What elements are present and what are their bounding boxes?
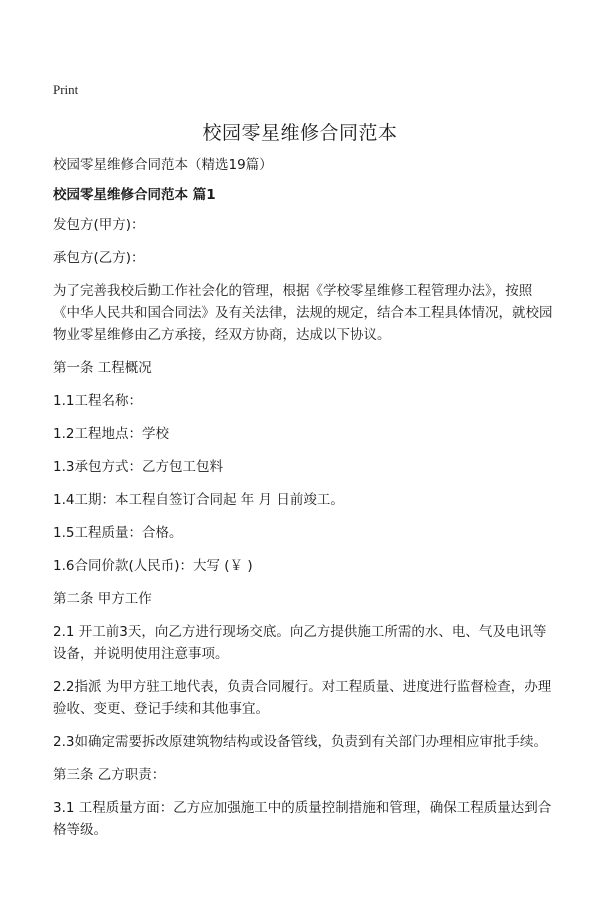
clause-1-1: 1.1工程名称： — [53, 393, 142, 409]
article-3-heading: 第三条 乙方职责： — [53, 767, 166, 783]
party-b-line: 承包方(乙方)： — [53, 250, 145, 266]
document-subtitle: 校园零星维修合同范本（精选19篇） — [53, 157, 273, 173]
clause-2-2: 2.2指派 为甲方驻工地代表，负责合同履行。对工程质量、进度进行监督检查，办理验收、变更、登记手续和其他事宜。 — [53, 679, 552, 717]
party-a-line: 发包方(甲方)： — [53, 217, 145, 233]
article-1-heading: 第一条 工程概况 — [53, 360, 152, 376]
clause-2-3: 2.3如确定需要拆改原建筑物结构或设备管线，负责到有关部门办理相应审批手续。 — [53, 734, 547, 750]
preamble-paragraph: 为了完善我校后勤工作社会化的管理，根据《学校零星维修工程管理办法》，按照《中华人民共和国合同法》及有关法律，法规的规定，结合本工程具体情况，就校园物业零星维修由乙方承接，经双方协商，达成以下协议。 — [53, 283, 553, 343]
clause-1-3: 1.3承包方式：乙方包工包料 — [53, 459, 223, 475]
document-title: 校园零星维修合同范本 — [202, 122, 398, 144]
clause-1-6: 1.6合同价款(人民币)：大写 (￥ ) — [53, 558, 253, 574]
clause-1-5: 1.5工程质量：合格。 — [53, 525, 183, 541]
print-link[interactable]: Print — [53, 82, 79, 97]
clause-3-1: 3.1 工程质量方面：乙方应加强施工中的质量控制措施和管理，确保工程质量达到合格等级。 — [53, 800, 552, 838]
document-body — [53, 154, 553, 852]
clause-1-4: 1.4工期：本工程自签订合同起 年 月 日前竣工。 — [53, 492, 344, 508]
section-heading: 校园零星维修合同范本 篇1 — [53, 187, 216, 203]
clause-1-2: 1.2工程地点：学校 — [53, 426, 169, 442]
article-2-heading: 第二条 甲方工作 — [53, 591, 152, 607]
clause-2-1: 2.1 开工前3天，向乙方进行现场交底。向乙方提供施工所需的水、电、气及电讯等设备，并说明使用注意事项。 — [53, 624, 547, 662]
